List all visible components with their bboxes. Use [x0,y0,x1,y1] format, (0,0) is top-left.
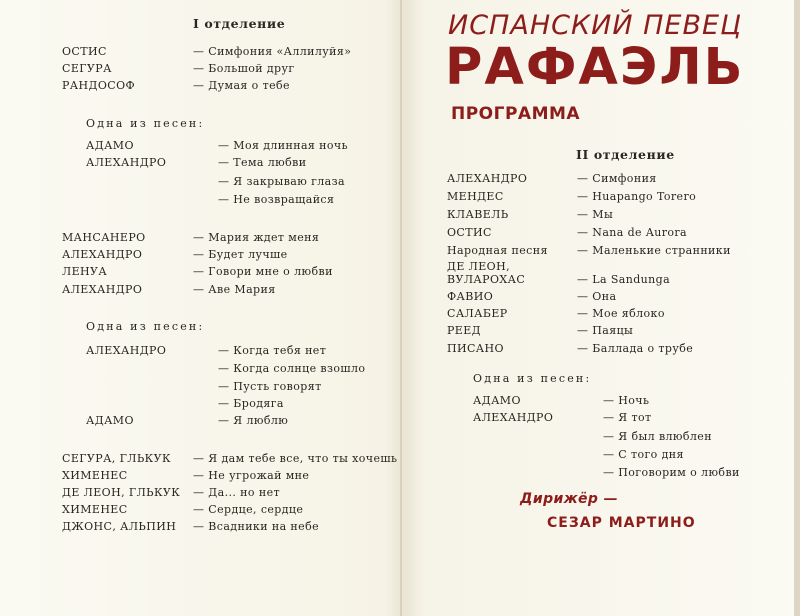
artist: РАНДОСОФ [62,79,136,92]
song: — Я дам тебе все, что ты хочешь [193,452,398,465]
song: — Мы [577,208,614,221]
artist: Народная песня [447,244,548,257]
song: — Я люблю [218,414,289,427]
artist: ДЖОНС, АЛЬПИН [62,520,177,533]
artist: МАНСАНЕРО [62,231,146,244]
artist: АДАМО [86,139,134,152]
conductor-name: СЕЗАР МАРТИНО [547,515,696,531]
artist: АЛЕХАНДРО [86,156,167,169]
song: — Nana de Aurora [577,226,687,239]
one-of-songs-label: Одна из песен: [86,320,205,333]
artist: ОСТИС [62,45,107,58]
artist: АЛЕХАНДРО [62,283,143,296]
artist: САЛАБЕР [447,307,508,320]
artist: МЕНДЕС [447,190,504,203]
artist: АДАМО [473,394,521,407]
song: — Когда тебя нет [218,344,327,357]
artist: ХИМЕНЕС [62,469,128,482]
song: — Симфония [577,172,657,185]
artist: АЛЕХАНДРО [473,411,554,424]
song: — Когда солнце взошло [218,362,366,375]
song: — Будет лучше [193,248,288,261]
song: — Моя длинная ночь [218,139,348,152]
artist: АЛЕХАНДРО [447,172,528,185]
artist: СЕГУРА, ГЛЬКУК [62,452,171,465]
page-title: РАФАЭЛЬ [445,38,745,97]
song: — Сердце, сердце [193,503,304,516]
song: — Не возвращайся [218,193,335,206]
song: — Баллада о трубе [577,342,694,355]
song: — Аве Мария [193,283,276,296]
song: — Не угрожай мне [193,469,310,482]
song: — Большой друг [193,62,295,75]
artist: ДЕ ЛЕОН, ВУЛАРОХАС [447,260,526,286]
song: — Мое яблоко [577,307,665,320]
song: — Маленькие странники [577,244,731,257]
song: — Я был влюблен [603,430,712,443]
section-1-heading: I отделение [193,16,286,31]
artist: ОСТИС [447,226,492,239]
song: — Тема любви [218,156,307,169]
artist: ЛЕНУА [62,265,108,278]
artist: АЛЕХАНДРО [86,344,167,357]
song: — Думая о тебе [193,79,290,92]
conductor-label: Дирижёр — [520,491,619,507]
paper-edge [794,0,800,616]
song: — Она [577,290,617,303]
song: — С того дня [603,448,684,461]
subtitle: ИСПАНСКИЙ ПЕВЕЦ [448,10,743,41]
program-heading: ПРОГРАММА [451,104,581,124]
artist: РЕЕД [447,324,482,337]
artist: ХИМЕНЕС [62,503,128,516]
song: — Huapango Torero [577,190,697,203]
page-fold [400,0,402,616]
artist: ДЕ ЛЕОН, ГЛЬКУК [62,486,181,499]
song: — Симфония «Аллилуйя» [193,45,352,58]
song: — Пусть говорят [218,380,322,393]
artist: АЛЕХАНДРО [62,248,143,261]
song: — Говори мне о любви [193,265,333,278]
song: — Бродяга [218,397,284,410]
artist: ФАВИО [447,290,494,303]
artist: СЕГУРА [62,62,112,75]
song: — Ночь [603,394,650,407]
song: — Я тот [603,411,652,424]
artist: ПИСАНО [447,342,504,355]
song: — Паяцы [577,324,634,337]
song: — Да... но нет [193,486,280,499]
one-of-songs-label: Одна из песен: [473,372,592,385]
one-of-songs-label: Одна из песен: [86,117,205,130]
song: — Мария ждет меня [193,231,320,244]
section-2-heading: II отделение [576,147,675,162]
artist: АДАМО [86,414,134,427]
song: — La Sandunga [577,273,671,286]
song: — Я закрываю глаза [218,175,345,188]
song: — Поговорим о любви [603,466,740,479]
artist: КЛАВЕЛЬ [447,208,509,221]
song: — Всадники на небе [193,520,319,533]
